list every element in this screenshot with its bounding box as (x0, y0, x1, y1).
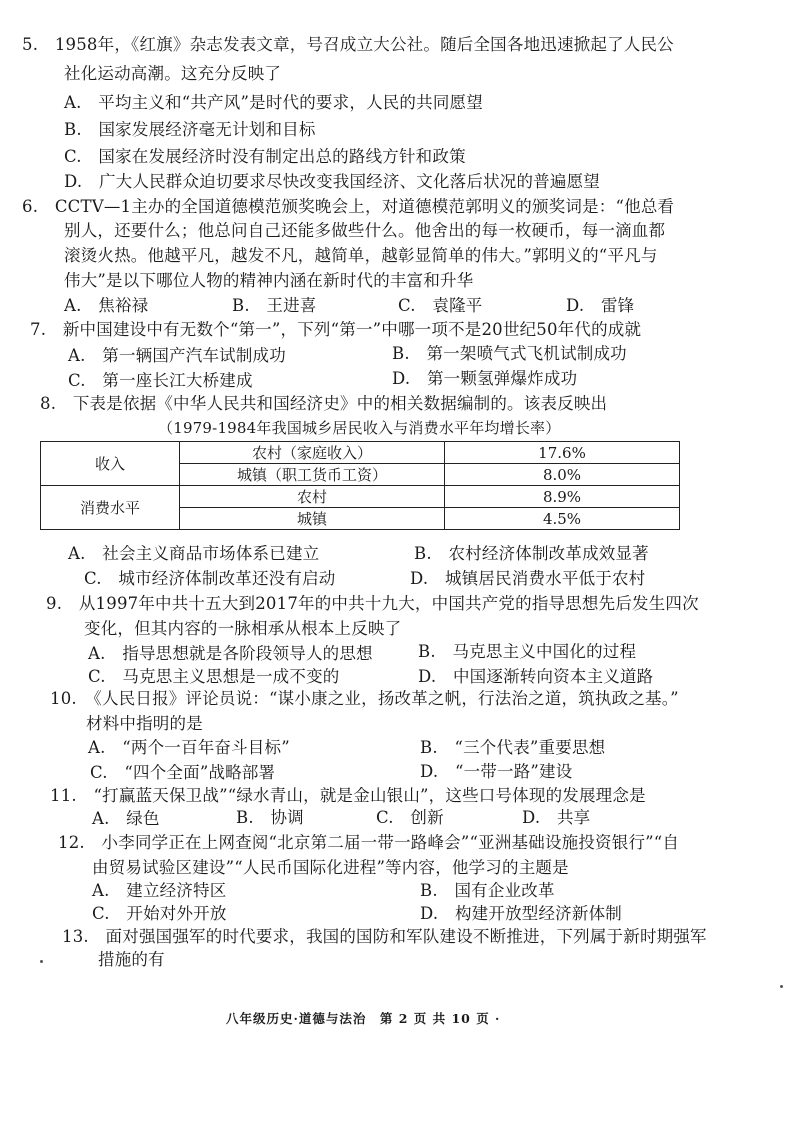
row-value: 8.0% (445, 464, 680, 486)
q10-option-a: A. “两个一百年奋斗目标” (88, 738, 290, 757)
q7-option-a: A. 第一辆国产汽车试制成功 (68, 346, 286, 365)
q7-option-b: B. 第一架喷气式飞机试制成功 (392, 344, 627, 363)
q6-stem: 6. CCTV—1主办的全国道德模范颁奖晚会上，对道德模范郭明义的颁奖词是：“他总看 (22, 197, 675, 216)
q9-stem: 9. 从1997年中共十五大到2017年的中共十九大，中国共产党的指导思想先后发生四次 (46, 594, 699, 613)
q9-option-a: A. 指导思想就是各阶段领导人的思想 (88, 644, 373, 663)
q5-option-a: A. 平均主义和“共产风”是时代的要求，人民的共同愿望 (64, 93, 483, 112)
consumption-header: 消费水平 (41, 486, 180, 530)
q11-option-d: D. 共享 (522, 808, 591, 827)
q11-option-b: B. 协调 (236, 808, 304, 827)
q6-stem-cont-1: 别人，还要什么；他总问自己还能多做些什么。他舍出的每一枚硬币，每一滴血都 (64, 221, 666, 240)
q5-option-d: D. 广大人民群众迫切要求尽快改变我国经济、文化落后状况的普遍愿望 (64, 172, 600, 191)
table-row (41, 486, 680, 508)
q9-option-d: D. 中国逐渐转向资本主义道路 (418, 667, 654, 686)
q6-option-d: D. 雷锋 (566, 296, 635, 315)
q5-option-c: C. 国家在发展经济时没有制定出总的路线方针和政策 (64, 147, 466, 166)
table-caption: （1979-1984年我国城乡居民收入与消费水平年均增长率） (158, 419, 561, 437)
q13-stem-cont: 措施的有 (98, 950, 165, 969)
q5-stem: 5. 1958年，《红旗》杂志发表文章，号召成立大公社。随后全国各地迅速掀起了人民公 (22, 35, 674, 54)
q6-option-a: A. 焦裕禄 (64, 296, 149, 315)
q11-stem: 11. “打赢蓝天保卫战”“绿水青山，就是金山银山”，这些口号体现的发展理念是 (50, 786, 646, 805)
q5-stem-cont: 社化运动高潮。这充分反映了 (64, 64, 282, 83)
scan-speck (780, 985, 783, 988)
row-item: 农村 (180, 486, 445, 508)
q12-option-b: B. 国有企业改革 (420, 881, 555, 900)
q10-option-c: C. “四个全面”战略部署 (90, 763, 276, 782)
row-value: 4.5% (445, 508, 680, 530)
q9-option-b: B. 马克思主义中国化的过程 (418, 642, 637, 661)
q6-option-c: C. 袁隆平 (398, 296, 483, 315)
q7-option-d: D. 第一颗氢弹爆炸成功 (392, 369, 578, 388)
q10-stem-cont: 材料中指明的是 (86, 714, 203, 733)
row-item: 城镇（职工货币工资） (180, 464, 445, 486)
scan-speck (40, 960, 43, 963)
income-consumption-table (40, 441, 680, 530)
q11-option-a: A. 绿色 (92, 809, 160, 828)
q9-option-c: C. 马克思主义思想是一成不变的 (88, 667, 340, 686)
row-value: 17.6% (445, 442, 680, 464)
q7-option-c: C. 第一座长江大桥建成 (68, 371, 253, 390)
q12-stem-cont: 由贸易试验区建设”“人民币国际化进程”等内容，他学习的主题是 (92, 858, 569, 877)
q10-option-b: B. “三个代表”重要思想 (420, 738, 606, 757)
q7-stem: 7. 新中国建设中有无数个“第一”，下列“第一”中哪一项不是20世纪50年代的成就 (30, 320, 642, 339)
row-item: 农村（家庭收入） (180, 442, 445, 464)
q6-option-b: B. 王进喜 (232, 296, 317, 315)
q12-option-d: D. 构建开放型经济新体制 (420, 904, 622, 923)
row-value: 8.9% (445, 486, 680, 508)
q8-stem: 8. 下表是依据《中华人民共和国经济史》中的相关数据编制的。该表反映出 (40, 394, 608, 413)
income-header: 收入 (41, 442, 180, 486)
q12-option-a: A. 建立经济特区 (92, 881, 227, 900)
q6-stem-cont-3: 伟大”是以下哪位人物的精神内涵在新时代的丰富和升华 (64, 271, 474, 290)
q10-option-d: D. “一带一路”建设 (420, 762, 573, 781)
q8-option-a: A. 社会主义商品市场体系已建立 (68, 544, 320, 563)
q12-option-c: C. 开始对外开放 (92, 904, 227, 923)
q8-option-b: B. 农村经济体制改革成效显著 (414, 544, 649, 563)
page-footer: 八年级历史·道德与法治 第 2 页 共 10 页 · (226, 1011, 501, 1026)
q10-stem: 10. 《人民日报》评论员说：“谋小康之业，扬改革之帆，行法治之道，筑执政之基。” (50, 689, 679, 708)
q6-stem-cont-2: 滚烫火热。他越平凡，越发不凡，越简单，越彰显简单的伟大。”郭明义的“平凡与 (64, 246, 658, 265)
q9-stem-cont: 变化，但其内容的一脉相承从根本上反映了 (84, 619, 402, 638)
q5-option-b: B. 国家发展经济毫无计划和目标 (64, 120, 316, 139)
table-row (41, 442, 680, 464)
q13-stem: 13. 面对强国强军的时代要求，我国的国防和军队建设不断推进，下列属于新时期强军 (62, 927, 707, 946)
q8-option-d: D. 城镇居民消费水平低于农村 (410, 569, 646, 588)
q12-stem: 12. 小李同学正在上网查阅“北京第二届一带一路峰会”“亚洲基础设施投资银行”“自 (58, 833, 680, 852)
q11-option-c: C. 创新 (376, 808, 444, 827)
row-item: 城镇 (180, 508, 445, 530)
q8-option-c: C. 城市经济体制改革还没有启动 (84, 569, 336, 588)
